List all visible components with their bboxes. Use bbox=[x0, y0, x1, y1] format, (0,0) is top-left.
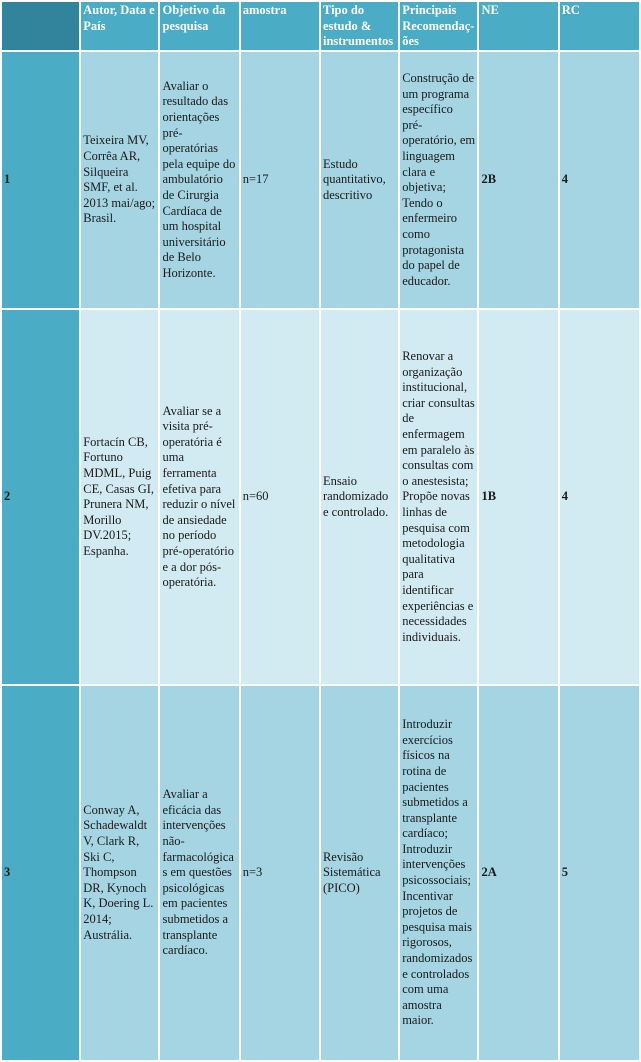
cell-ne: 1B bbox=[479, 310, 557, 684]
cell-study-type: Ensaio randomizado e controlado. bbox=[321, 310, 398, 684]
cell-ne: 2B bbox=[479, 52, 557, 308]
cell-sample: n=17 bbox=[241, 52, 319, 308]
cell-rc: 4 bbox=[560, 52, 639, 308]
cell-rc: 5 bbox=[560, 686, 639, 1060]
header-number bbox=[2, 2, 79, 50]
row-number: 3 bbox=[2, 686, 79, 1060]
cell-author: Conway A, Schadewaldt V, Clark R, Ski C, Thompson DR, Kynoch K, Doering L. 2014; Austrália. bbox=[81, 686, 158, 1060]
cell-recommendations: Construção de um programa específico pré-operatório, em linguagem clara e objetiva; Tendo o enfermeiro como protagonista do papel de educador. bbox=[400, 52, 477, 308]
row-number: 2 bbox=[2, 310, 79, 684]
cell-sample: n=60 bbox=[241, 310, 319, 684]
cell-rc: 4 bbox=[560, 310, 639, 684]
header-objective: Objetivo da pesquisa bbox=[160, 2, 238, 50]
table-row bbox=[2, 686, 639, 1060]
table-header-row bbox=[2, 2, 639, 50]
cell-ne: 2A bbox=[479, 686, 557, 1060]
cell-recommendations: Introduzir exercícios físicos na rotina de pacientes submetidos a transplante cardíaco; Introduzir intervenções psicossociais; Incentivar projetos de pesquisa mais rigorosos, randomizados e controlados com uma amostra maior. bbox=[400, 686, 477, 1060]
cell-author: Fortacín CB, Fortuno MDML, Puig CE, Casas GI, Prunera NM, Morillo DV.2015; Espanha. bbox=[81, 310, 158, 684]
cell-objective: Avaliar o resultado das orientações pré-operatórias pela equipe do ambulatório de Cirurgia Cardíaca de um hospital universitário de Belo Horizonte. bbox=[160, 52, 238, 308]
table-row bbox=[2, 52, 639, 308]
cell-recommendations: Renovar a organização institucional, criar consultas de enfermagem em paralelo às consultas com o anestesista; Propõe novas linhas de pesquisa com metodologia qualitativa para identificar experiências e necessidades individuais. bbox=[400, 310, 477, 684]
header-recommendations: Principais Recomendações bbox=[400, 2, 477, 50]
cell-objective: Avaliar se a visita pré-operatória é uma ferramenta efetiva para reduzir o nível de ansiedade no período pré-operatório e a dor pós-operatória. bbox=[160, 310, 238, 684]
header-rc: RC bbox=[560, 2, 639, 50]
cell-study-type: Estudo quantitativo, descritivo bbox=[321, 52, 398, 308]
header-study-type: Tipo do estudo & instrumentos bbox=[321, 2, 398, 50]
cell-study-type: Revisão Sistemática (PICO) bbox=[321, 686, 398, 1060]
cell-objective: Avaliar a eficácia das intervenções não-farmacológicas em questões psicológicas em pacientes submetidos a transplante cardíaco. bbox=[160, 686, 238, 1060]
header-ne: NE bbox=[479, 2, 557, 50]
cell-author: Teixeira MV, Corrêa AR, Silqueira SMF, et al. 2013 mai/ago; Brasil. bbox=[81, 52, 158, 308]
header-author: Autor, Data e País bbox=[81, 2, 158, 50]
header-sample: amostra bbox=[241, 2, 319, 50]
table-row bbox=[2, 310, 639, 684]
row-number: 1 bbox=[2, 52, 79, 308]
cell-sample: n=3 bbox=[241, 686, 319, 1060]
